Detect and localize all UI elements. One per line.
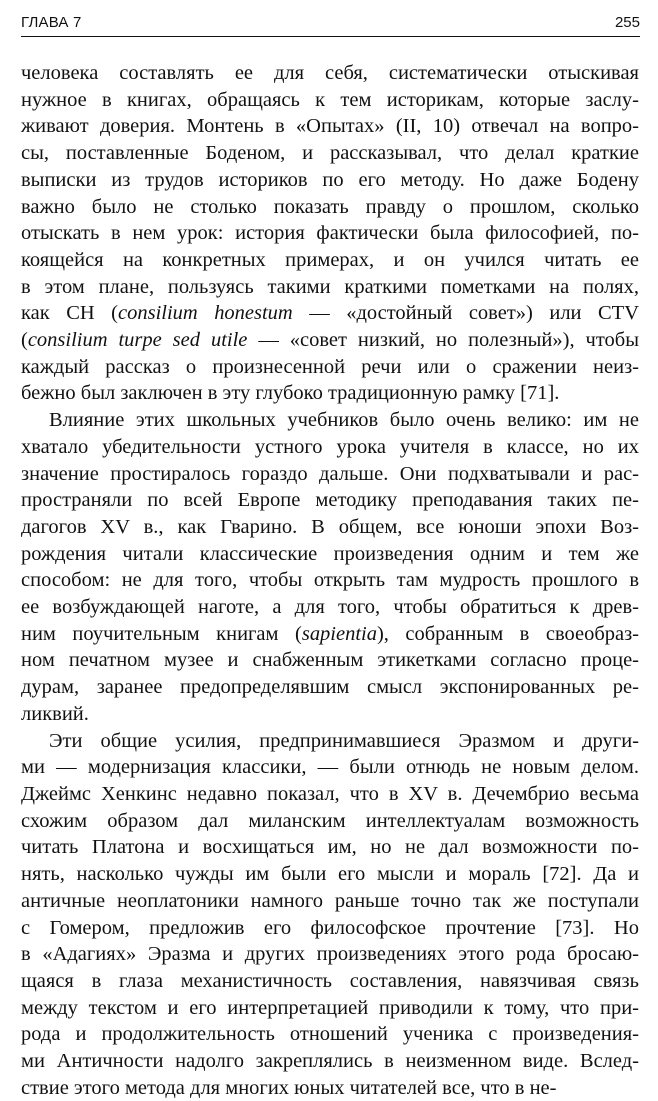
italic-text: sapientia: [301, 622, 377, 645]
text-run: хватало убедительности устного урока учителя в классе, но их: [21, 435, 639, 458]
text-run: в «Адагиях» Эразма и других произведениях этого рода бросаю-: [21, 943, 639, 966]
text-line: [21, 167, 639, 194]
text-run: ном печатном музее и снабженным этикетками согласно проце-: [21, 649, 639, 672]
text-run: способом: не для того, чтобы открыть там мудрость прошлого в: [21, 569, 639, 592]
text-run: сы, поставленные Боденом, и рассказывал, что делал краткие: [21, 142, 639, 165]
text-run: ним поучительным книгам (: [21, 622, 302, 645]
header-rule: [21, 36, 640, 37]
text-run: бежно был заключен в эту глубоко традиционную рамку [71].: [21, 382, 560, 405]
text-line: [21, 1021, 639, 1048]
text-run: значение простиралось гораздо дальше. Они подхватывали и рас-: [21, 462, 639, 485]
text-run: между текстом и его интерпретацией приводили к тому, что при-: [21, 996, 639, 1019]
text-run: нужное в книгах, обращаясь к тем историкам, которые заслу-: [21, 88, 639, 111]
text-run: ликвий.: [21, 702, 89, 725]
text-run: читать Платона и восхищаться им, но не дал возможности по-: [21, 836, 639, 859]
text-line: [21, 701, 639, 728]
text-run: нять, насколько чужды им были его мысли и мораль [72]. Да и: [21, 863, 639, 886]
text-line: [21, 594, 639, 621]
text-run: дурам, заранее предопределявшим смысл экспонированных ре-: [21, 676, 639, 699]
text-run: Джеймс Хенкинс недавно показал, что в XV в. Дечембрио весьма: [21, 782, 639, 805]
text-run: коящейся на конкретных примерах, и он учился читать ее: [21, 248, 639, 271]
text-line: [21, 861, 639, 888]
text-line: [21, 541, 639, 568]
text-run: ми Античности надолго закреплялись в неизменном виде. Вслед-: [21, 1050, 639, 1073]
text-line: [21, 995, 639, 1022]
text-line: [21, 888, 639, 915]
text-line: [21, 113, 639, 140]
text-line: [21, 274, 639, 301]
text-line: [21, 808, 639, 835]
text-line: [21, 674, 639, 701]
text-run: ми — модернизация классики, — были отнюдь не новым делом.: [21, 756, 639, 779]
text-line: [21, 354, 639, 381]
text-line: [21, 915, 639, 942]
text-run: с Гомером, предложив его философское прочтение [73]. Но: [21, 916, 639, 939]
text-line: [21, 781, 639, 808]
text-run: ее возбуждающей наготе, а для того, чтобы обратиться к древ-: [21, 596, 639, 619]
paragraph: [21, 728, 639, 1101]
text-line: [21, 834, 639, 861]
text-line: [21, 728, 639, 755]
text-line: [21, 60, 639, 87]
text-line: [21, 434, 639, 461]
text-run: схожим образом дал миланским интеллектуалам возможность: [21, 809, 639, 832]
italic-text: consilium turpe sed utile: [27, 329, 248, 352]
text-run: как CH (: [21, 302, 119, 325]
text-run: в этом плане, пользуясь такими краткими пометками на полях,: [21, 275, 639, 298]
text-line: [21, 941, 639, 968]
text-run: дагогов XV в., как Гварино. В общем, все юноши эпохи Воз-: [21, 515, 639, 538]
text-run: щаяся в глаза механистичность составления, навязчивая связь: [21, 969, 639, 992]
chapter-label: ГЛАВА 7: [21, 14, 82, 31]
text-line: [21, 407, 639, 434]
paragraph: [21, 407, 639, 727]
text-run: рождения читали классические произведения одним и тем же: [21, 542, 639, 565]
text-line: [21, 327, 639, 354]
text-run: важно было не столько показать правду о прошлом, сколько: [21, 195, 639, 218]
body-text: [21, 60, 639, 1101]
text-line: [21, 647, 639, 674]
text-line: [21, 567, 639, 594]
italic-text: consilium honestum: [118, 302, 293, 325]
text-run: рода и продолжительность отношений ученика с произведения-: [21, 1023, 639, 1046]
text-line: [21, 968, 639, 995]
page-number: 255: [614, 14, 640, 31]
text-line: [21, 1075, 639, 1101]
text-line: [21, 621, 639, 648]
text-line: [21, 1048, 639, 1075]
text-run: Эти общие усилия, предпринимавшиеся Эразмом и други-: [49, 729, 639, 752]
text-line: [21, 247, 639, 274]
text-line: [21, 754, 639, 781]
text-run: — «совет низкий, но полезный»), чтобы: [247, 329, 639, 352]
text-line: [21, 220, 639, 247]
text-run: живают доверия. Монтень в «Опытах» (II, 10) отвечал на вопро-: [21, 115, 639, 138]
text-run: отыскать в нем урок: история фактически была философией, по-: [21, 222, 639, 245]
text-run: (: [21, 329, 28, 352]
text-run: ствие этого метода для многих юных читателей все, что в не-: [21, 1076, 557, 1099]
text-run: ), собранным в своеобраз-: [376, 622, 639, 645]
text-line: [21, 514, 639, 541]
text-run: — «достойный совет») или CTV: [292, 302, 639, 325]
paragraph: [21, 60, 639, 407]
text-line: [21, 194, 639, 221]
text-line: [21, 140, 639, 167]
text-run: человека составлять ее для себя, систематически отыскивая: [21, 62, 639, 84]
text-line: [21, 487, 639, 514]
text-run: пространяли по всей Европе методику преподавания таких пе-: [21, 489, 639, 512]
text-line: [21, 380, 639, 407]
text-line: [21, 87, 639, 114]
text-run: античные неоплатоники намного раньше точно так же поступали: [21, 889, 639, 912]
text-run: Влияние этих школьных учебников было очень велико: им не: [49, 409, 639, 432]
running-head: [21, 12, 640, 34]
text-line: [21, 300, 639, 327]
text-line: [21, 461, 639, 488]
text-run: каждый рассказ о произнесенной речи или о сражении неиз-: [21, 355, 639, 378]
text-run: выписки из трудов историков по его методу. Но даже Бодену: [21, 168, 639, 191]
